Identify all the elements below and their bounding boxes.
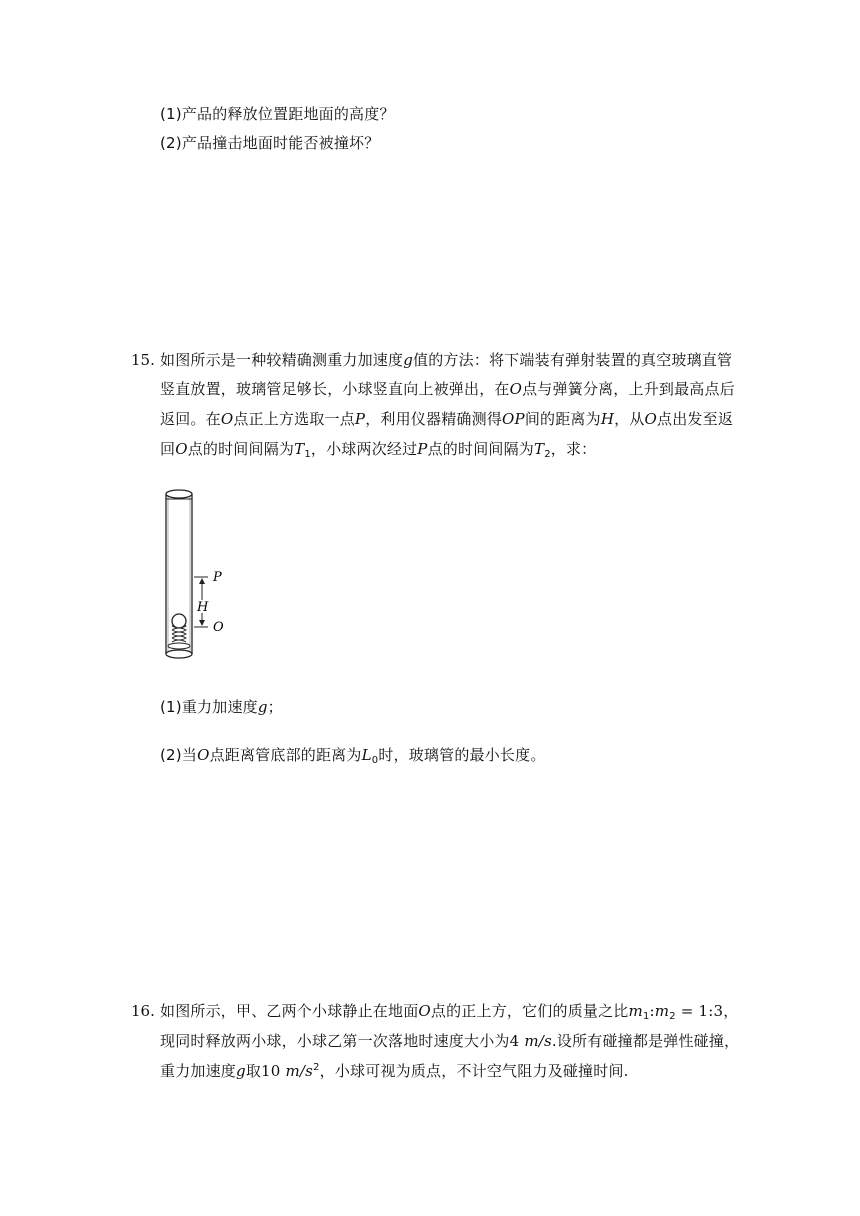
label-o: O	[213, 620, 224, 635]
q15-line-3: 返回。在O点正上方选取一点P，利用仪器精确测得OP间的距离为H，从O点出发至返	[160, 410, 734, 428]
q16-line-1: 如图所示，甲、乙两个小球静止在地面O点的正上方，它们的质量之比$m_1:m_2$ = 1:3，	[160, 1002, 739, 1022]
q15-subquestion-2: (2)当O点距离管底部的距离为$L_0$时，玻璃管的最小长度。	[160, 746, 546, 766]
q14-subquestion-1: (1)产品的释放位置距地面的高度？	[160, 105, 395, 123]
q16-line-3: 重力加速度g取10 $m/s^2$，小球可视为质点，不计空气阻力及碰撞时间.	[160, 1062, 629, 1080]
q15-line-4: 回O点的时间间隔为$T_1$，小球两次经过P点的时间间隔为$T_2$，求：	[160, 440, 597, 460]
label-p: P	[213, 570, 222, 585]
q15-line-1: 如图所示是一种较精确测重力加速度g值的方法：将下端装有弹射装置的真空玻璃直管	[160, 351, 733, 369]
tube-bottom-rim	[166, 650, 192, 658]
glass-tube-figure	[150, 484, 240, 668]
q16-line-2: 现同时释放两小球，小球乙第一次落地时速度大小为4 m/s.设所有碰撞都是弹性碰撞，	[160, 1032, 740, 1050]
q15-number: 15.	[131, 351, 155, 369]
tube-top-rim	[166, 490, 192, 498]
q14-subquestion-2: (2)产品撞击地面时能否被撞坏？	[160, 134, 380, 152]
ball	[172, 614, 186, 628]
q15-line-2: 竖直放置，玻璃管足够长，小球竖直向上被弹出，在O点与弹簧分离，上升到最高点后	[160, 380, 735, 398]
q15-subquestion-1: (1)重力加速度g；	[160, 698, 283, 716]
q16-number: 16.	[131, 1002, 155, 1020]
label-h: H	[197, 600, 209, 615]
